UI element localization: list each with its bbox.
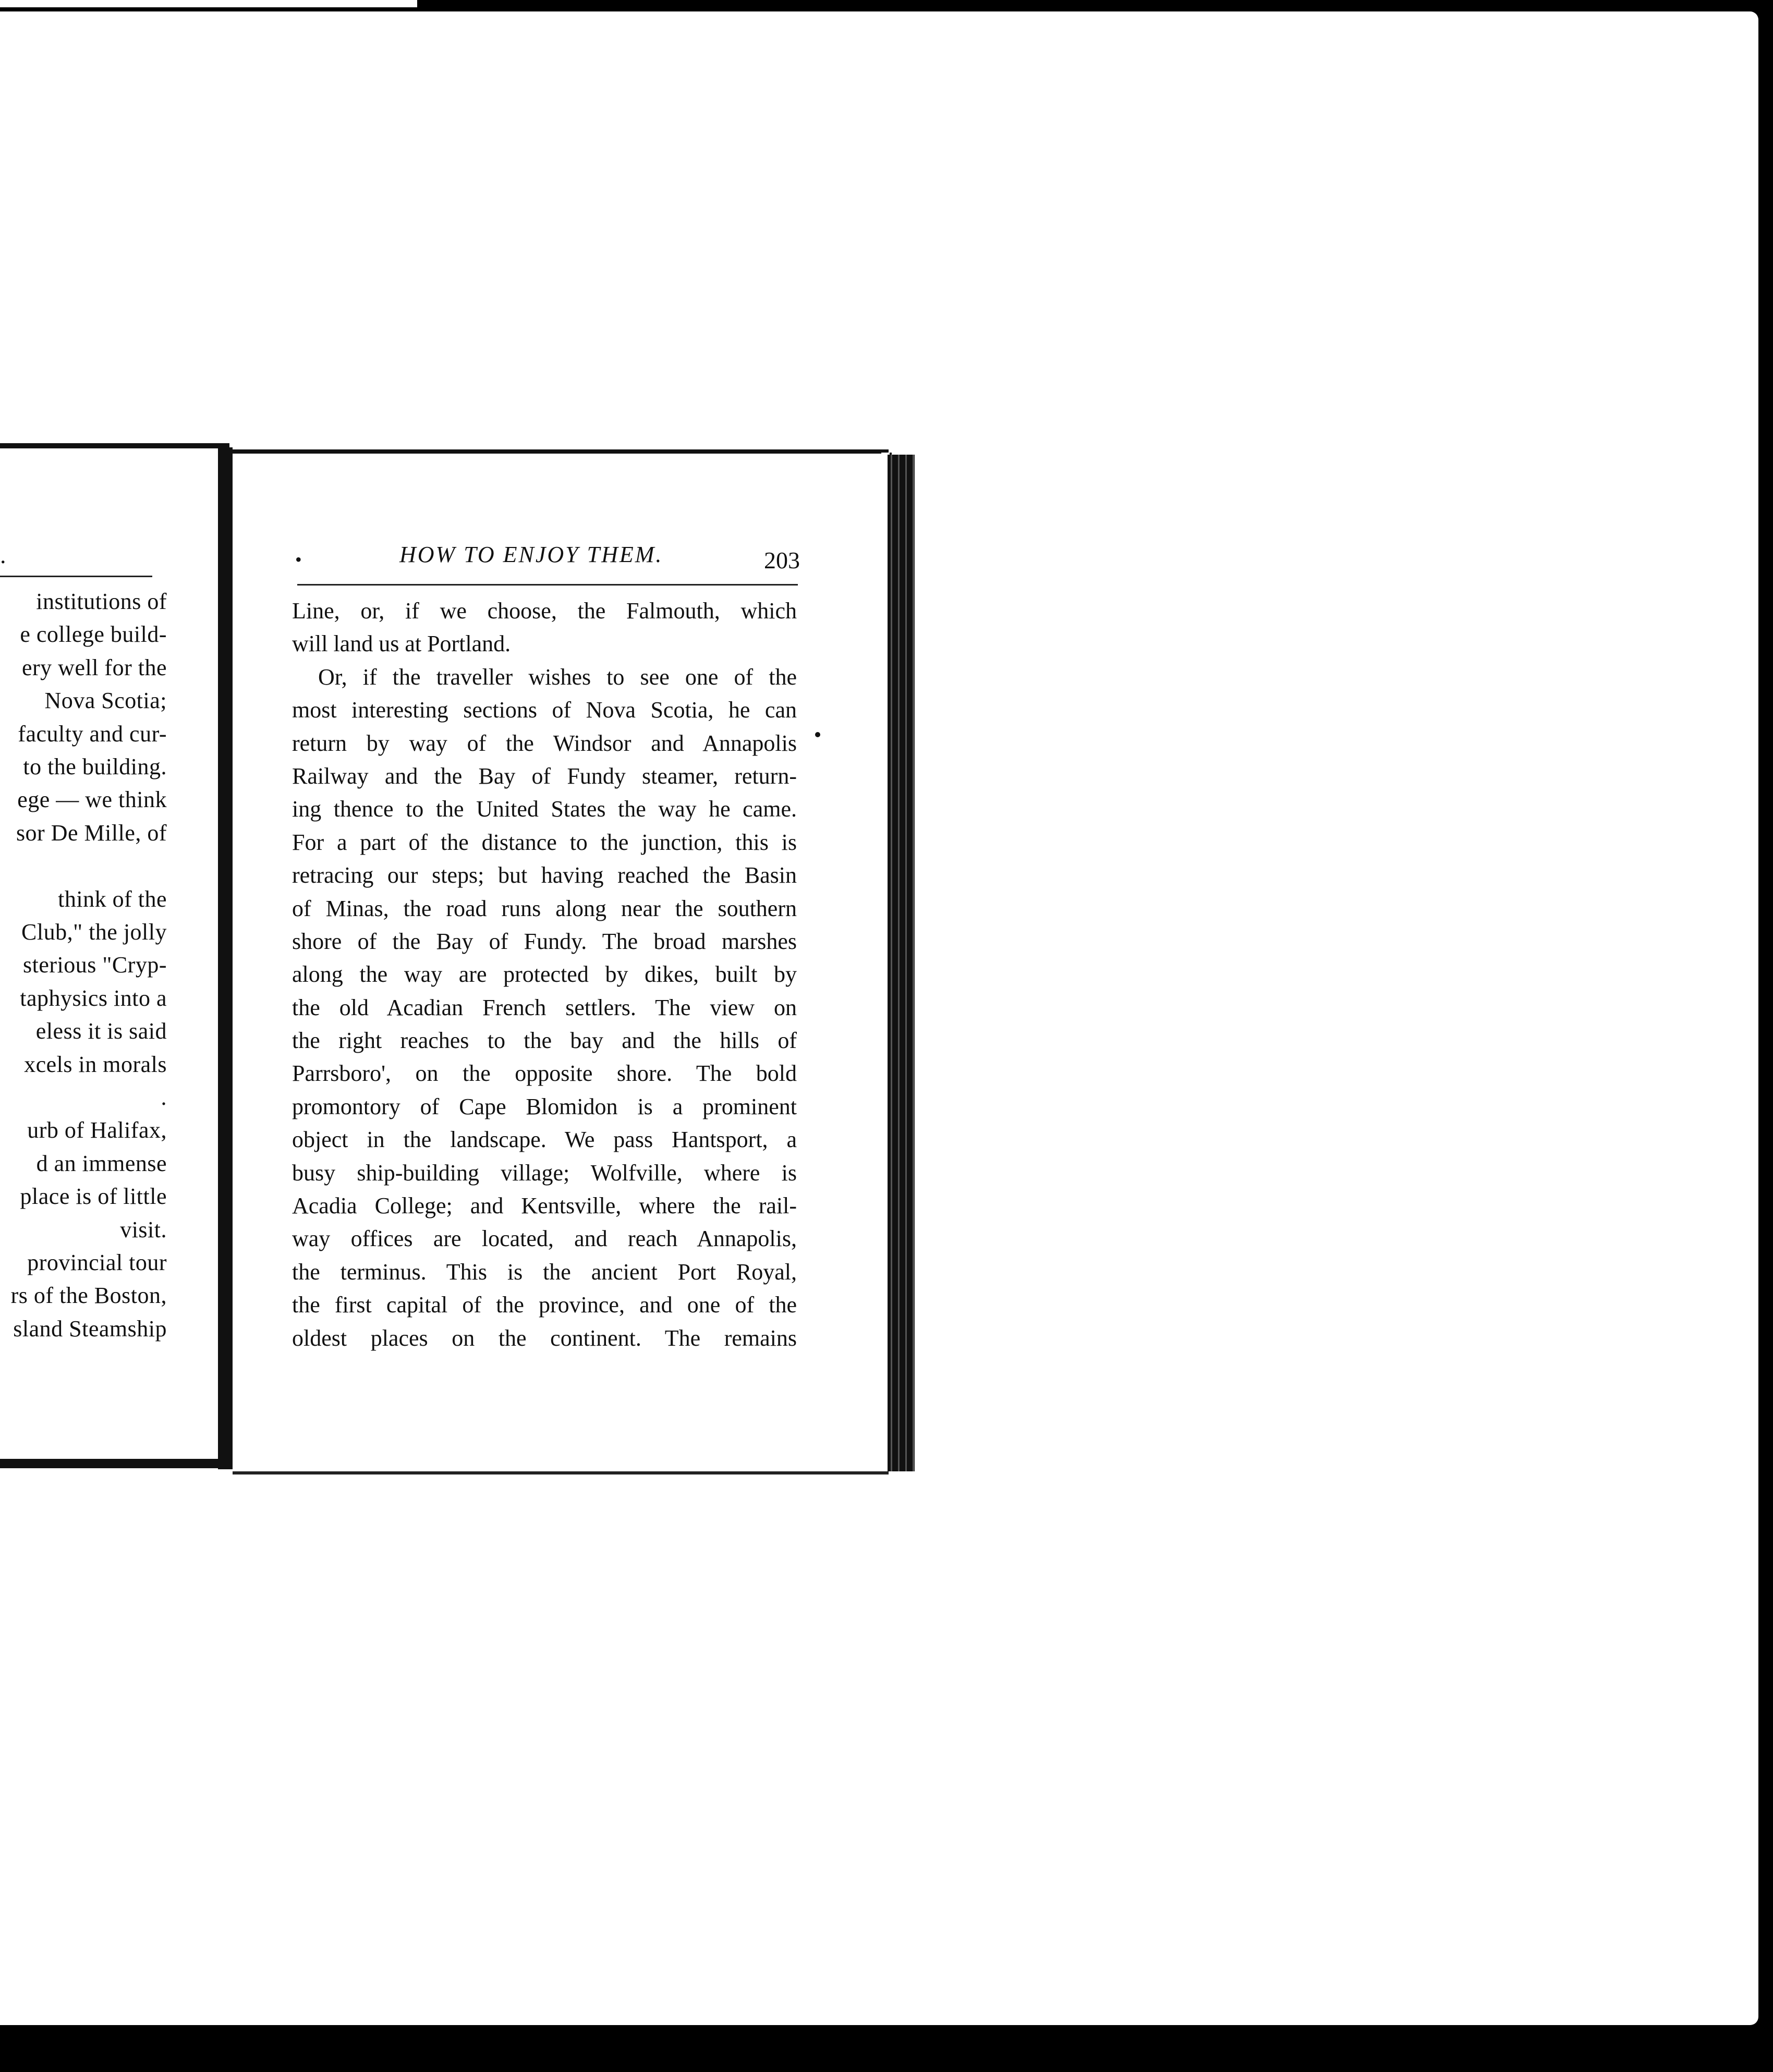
- scan-sheet: [0, 11, 1758, 2025]
- body-line: promontory of Cape Blomidon is a prominent: [292, 1093, 797, 1119]
- body-line: return by way of the Windsor and Annapolis: [292, 730, 797, 756]
- bullet-mark-icon: •: [295, 549, 302, 570]
- body-line: Parrsboro', on the opposite shore. The bold: [292, 1061, 797, 1087]
- left-page-line: institutions of: [36, 589, 167, 614]
- left-page-line: sor De Mille, of: [16, 820, 167, 846]
- running-head: [295, 541, 800, 572]
- body-line: ing thence to the United States the way he came.: [292, 796, 797, 822]
- body-line: the first capital of the province, and one of the: [292, 1292, 797, 1318]
- left-page-line: ery well for the: [22, 654, 167, 680]
- body-line: For a part of the distance to the junction, this is: [292, 829, 797, 855]
- body-line: the old Acadian French settlers. The view on: [292, 994, 797, 1020]
- left-page-line: taphysics into a: [20, 985, 167, 1011]
- left-page-line: provincial tour: [27, 1250, 167, 1275]
- body-line: retracing our steps; but having reached the Basin: [292, 862, 797, 888]
- body-line: Railway and the Bay of Fundy steamer, return-: [292, 763, 797, 789]
- left-page-line: ege — we think: [17, 787, 167, 813]
- left-page-line: sterious "Cryp-: [23, 952, 167, 978]
- left-page-line: d an immense: [36, 1150, 167, 1176]
- body-line: will land us at Portland.: [292, 631, 511, 657]
- page-number: 203: [764, 547, 800, 574]
- body-line: along the way are protected by dikes, built by: [292, 961, 797, 988]
- book-spine: [218, 447, 233, 1469]
- body-line: Or, if the traveller wishes to see one of the: [318, 664, 797, 690]
- left-page-line: think of the: [58, 886, 167, 912]
- left-page-header-fragment: .: [0, 542, 6, 568]
- left-page-line: eless it is said: [35, 1018, 167, 1044]
- body-line: object in the landscape. We pass Hantsport, a: [292, 1127, 797, 1153]
- body-line: shore of the Bay of Fundy. The broad marshes: [292, 928, 797, 954]
- body-line: the terminus. This is the ancient Port Royal,: [292, 1259, 797, 1285]
- left-page-line: rs of the Boston,: [10, 1283, 167, 1309]
- left-page-line: sland Steamship: [13, 1315, 167, 1342]
- body-line: Line, or, if we choose, the Falmouth, which: [292, 598, 797, 624]
- left-page-line: visit.: [120, 1216, 167, 1242]
- right-page-body: [292, 594, 797, 1355]
- body-line: way offices are located, and reach Annapolis,: [292, 1226, 797, 1252]
- left-page-line: place is of little: [20, 1184, 167, 1210]
- left-page-line: Club," the jolly: [21, 919, 167, 945]
- body-line: Acadia College; and Kentsville, where the rail-: [292, 1193, 797, 1219]
- left-page-line: faculty and cur-: [18, 721, 167, 747]
- body-line: busy ship-building village; Wolfville, where is: [292, 1160, 797, 1186]
- scan-top-strip: [0, 0, 417, 7]
- body-line: most interesting sections of Nova Scotia, he can: [292, 697, 797, 723]
- body-line: the right reaches to the bay and the hills of: [292, 1028, 797, 1054]
- left-page-line: urb of Halifax,: [27, 1117, 167, 1143]
- left-page-line: xcels in morals: [24, 1051, 167, 1077]
- left-page-line: e college build-: [20, 621, 167, 648]
- left-page-line: to the building.: [23, 754, 167, 779]
- left-page-line: .: [161, 1084, 167, 1110]
- left-page-rule: [0, 576, 152, 577]
- running-head-rule: [297, 584, 798, 586]
- body-line: of Minas, the road runs along near the southern: [292, 895, 797, 921]
- book-page-edges: [888, 455, 915, 1471]
- left-page-line: Nova Scotia;: [44, 688, 167, 714]
- left-page: [0, 11, 218, 2072]
- running-head-title: HOW TO ENJOY THEM.: [399, 542, 663, 567]
- margin-dot-mark: [815, 732, 820, 737]
- body-line: oldest places on the continent. The remains: [292, 1325, 797, 1351]
